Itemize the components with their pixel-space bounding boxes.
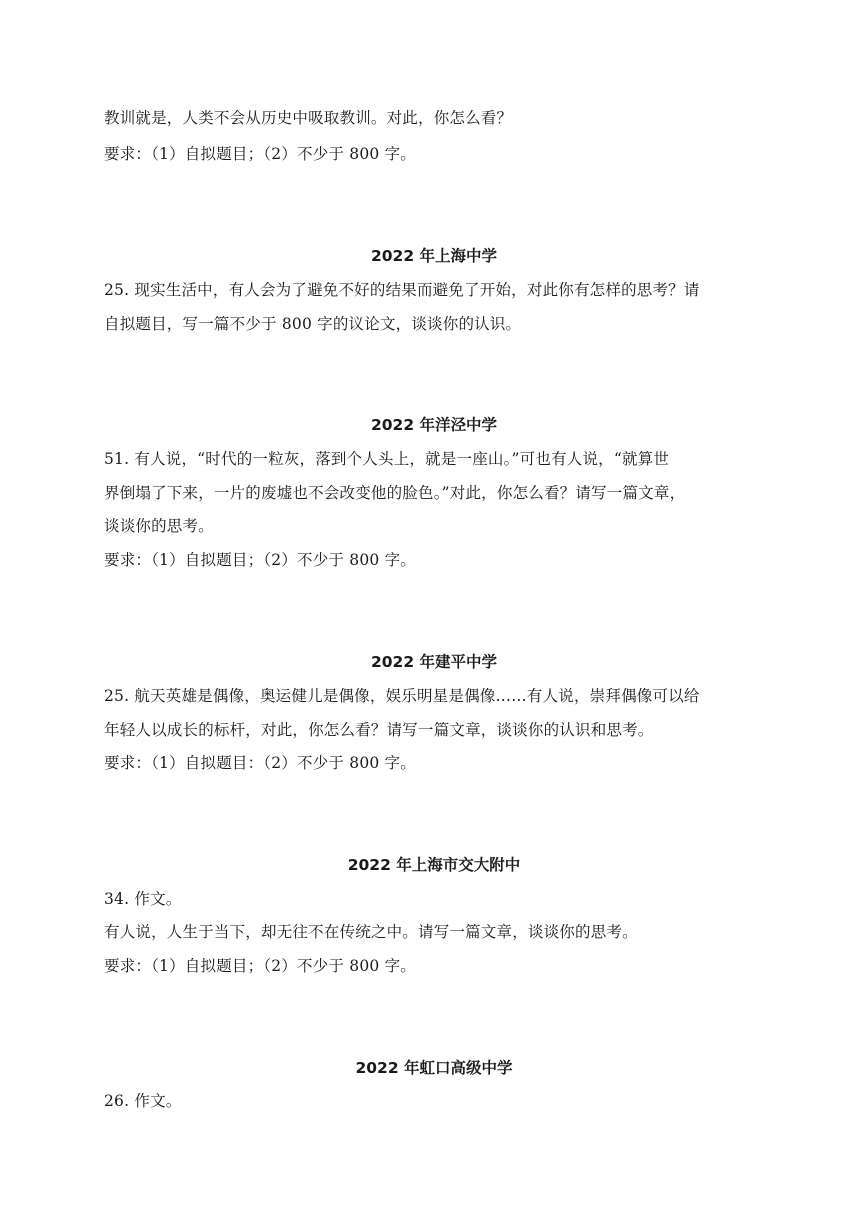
paragraph-line: 25. 现实生活中，有人会为了避免不好的结果而避免了开始，对此你有怎样的思考？请 — [104, 281, 700, 299]
requirement-line: 要求：（1）自拟题目；（2）不少于 800 字。 — [104, 145, 416, 163]
requirement-line: 要求：（1）自拟题目；（2）不少于 800 字。 — [104, 551, 416, 569]
section-heading: 2022 年上海中学 — [370, 247, 498, 265]
paragraph-line: 年轻人以成长的标杆，对此，你怎么看？请写一篇文章，谈谈你的认识和思考。 — [104, 721, 654, 739]
paragraph-line: 谈谈你的思考。 — [104, 517, 214, 535]
requirement-line: 要求：（1）自拟题目：（2）不少于 800 字。 — [104, 754, 416, 772]
paragraph-line: 界倒塌了下来，一片的废墟也不会改变他的脸色。”对此，你怎么看？请写一篇文章， — [104, 484, 686, 502]
paragraph-line: 51. 有人说，“时代的一粒灰，落到个人头上，就是一座山。”可也有人说，“就算世 — [104, 450, 670, 468]
section-heading: 2022 年上海市交大附中 — [347, 856, 521, 874]
section-heading: 2022 年洋泾中学 — [370, 416, 498, 434]
paragraph-line: 自拟题目，写一篇不少于 800 字的议论文，谈谈你的认识。 — [104, 315, 522, 333]
paragraph-line: 34. 作文。 — [104, 890, 182, 908]
section-heading: 2022 年虹口高级中学 — [355, 1059, 513, 1077]
paragraph-line: 26. 作文。 — [104, 1092, 182, 1110]
paragraph-line: 25. 航天英雄是偶像，奥运健儿是偶像，娱乐明星是偶像……有人说，崇拜偶像可以给 — [104, 687, 700, 705]
paragraph-line: 教训就是，人类不会从历史中吸取教训。对此，你怎么看？ — [104, 109, 513, 127]
section-heading: 2022 年建平中学 — [370, 653, 498, 671]
requirement-line: 要求：（1）自拟题目；（2）不少于 800 字。 — [104, 957, 416, 975]
paragraph-line: 有人说，人生于当下，却无往不在传统之中。请写一篇文章，谈谈你的思考。 — [104, 923, 638, 941]
